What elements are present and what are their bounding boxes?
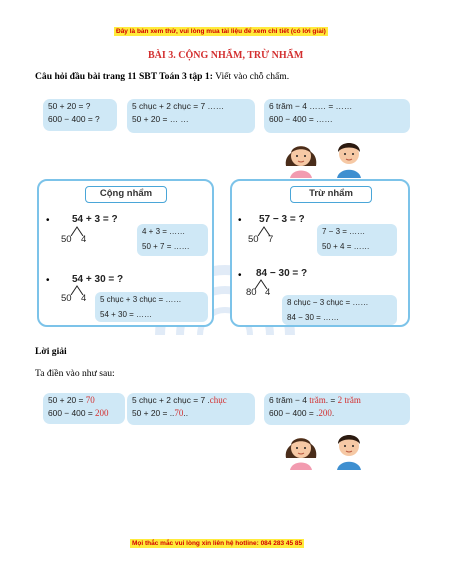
add-equation-1: 54 + 3 = ? — [72, 214, 118, 225]
solution-intro: Ta điền vào như sau: — [35, 368, 115, 379]
boy-illustration — [330, 134, 368, 178]
answer: 200 — [95, 408, 109, 418]
split-ones: 4 — [265, 287, 271, 298]
answer: 2 trăm — [337, 395, 361, 405]
answer: 70 — [85, 395, 95, 405]
split-tens: 50 — [248, 234, 259, 245]
bullet: • — [46, 215, 50, 226]
sub-bubble-1: 7 − 3 = …… 50 + 4 = …… — [317, 224, 397, 256]
bubble-tens: 5 chục + 2 chục = 7 …… 50 + 20 = … … — [127, 99, 255, 133]
answer: 200 — [318, 408, 332, 418]
split-tens: 50 — [61, 234, 72, 245]
preview-banner: Đây là bản xem thử, vui lòng mua tài liệu để xem chi tiết (có lời giải) — [116, 28, 326, 35]
split-ones: 4 — [81, 293, 87, 304]
solution-heading: Lời giải — [35, 346, 67, 357]
panel-addition-title: Cộng nhẩm — [85, 186, 167, 203]
bullet: • — [238, 215, 242, 226]
answer: chục — [209, 395, 227, 405]
split-tens: 80 — [246, 287, 257, 298]
footer-hotline: Mọi thắc mắc vui lòng xin liên hệ hotline: 084 283 45 85 — [132, 540, 303, 547]
boy-illustration — [330, 426, 368, 470]
question-text: Viết vào chỗ chấm. — [212, 71, 290, 82]
girl-illustration — [280, 136, 322, 178]
split-tens: 50 — [61, 293, 72, 304]
bubble-hundreds: 6 trăm − 4 …… = …… 600 − 400 = …… — [264, 99, 410, 133]
question-line — [35, 71, 289, 82]
bullet: • — [46, 275, 50, 286]
answer: trăm — [309, 395, 326, 405]
sub-equation-2: 84 − 30 = ? — [256, 268, 308, 279]
answer: 70 — [174, 408, 184, 418]
girl-illustration — [280, 428, 322, 470]
split-ones: 7 — [268, 234, 274, 245]
solution-bubble-expression: 50 + 20 = 70 600 − 400 = 200 — [43, 393, 125, 424]
bullet: • — [238, 270, 242, 281]
solution-bubble-hundreds: 6 trăm − 4 trăm. = 2 trăm 600 − 400 = .200. — [264, 393, 410, 425]
add-bubble-2: 5 chục + 3 chục = …… 54 + 30 = …… — [95, 292, 208, 322]
add-equation-2: 54 + 30 = ? — [72, 274, 124, 285]
sub-equation-1: 57 − 3 = ? — [259, 214, 305, 225]
bubble-expression: 50 + 20 = ? 600 − 400 = ? — [43, 99, 117, 131]
panel-subtraction-title: Trừ nhẩm — [290, 186, 372, 203]
question-label: Câu hỏi đầu bài trang 11 SBT Toán 3 tập 1: — [35, 71, 213, 82]
solution-bubble-tens: 5 chục + 2 chục = 7 .chục 50 + 20 = ..70.. — [127, 393, 255, 425]
add-bubble-1: 4 + 3 = …… 50 + 7 = …… — [137, 224, 208, 256]
page-title: BÀI 3. CỘNG NHẨM, TRỪ NHẨM — [148, 50, 304, 61]
sub-bubble-2: 8 chục − 3 chục = …… 84 − 30 = …… — [282, 295, 397, 325]
split-ones: 4 — [81, 234, 87, 245]
